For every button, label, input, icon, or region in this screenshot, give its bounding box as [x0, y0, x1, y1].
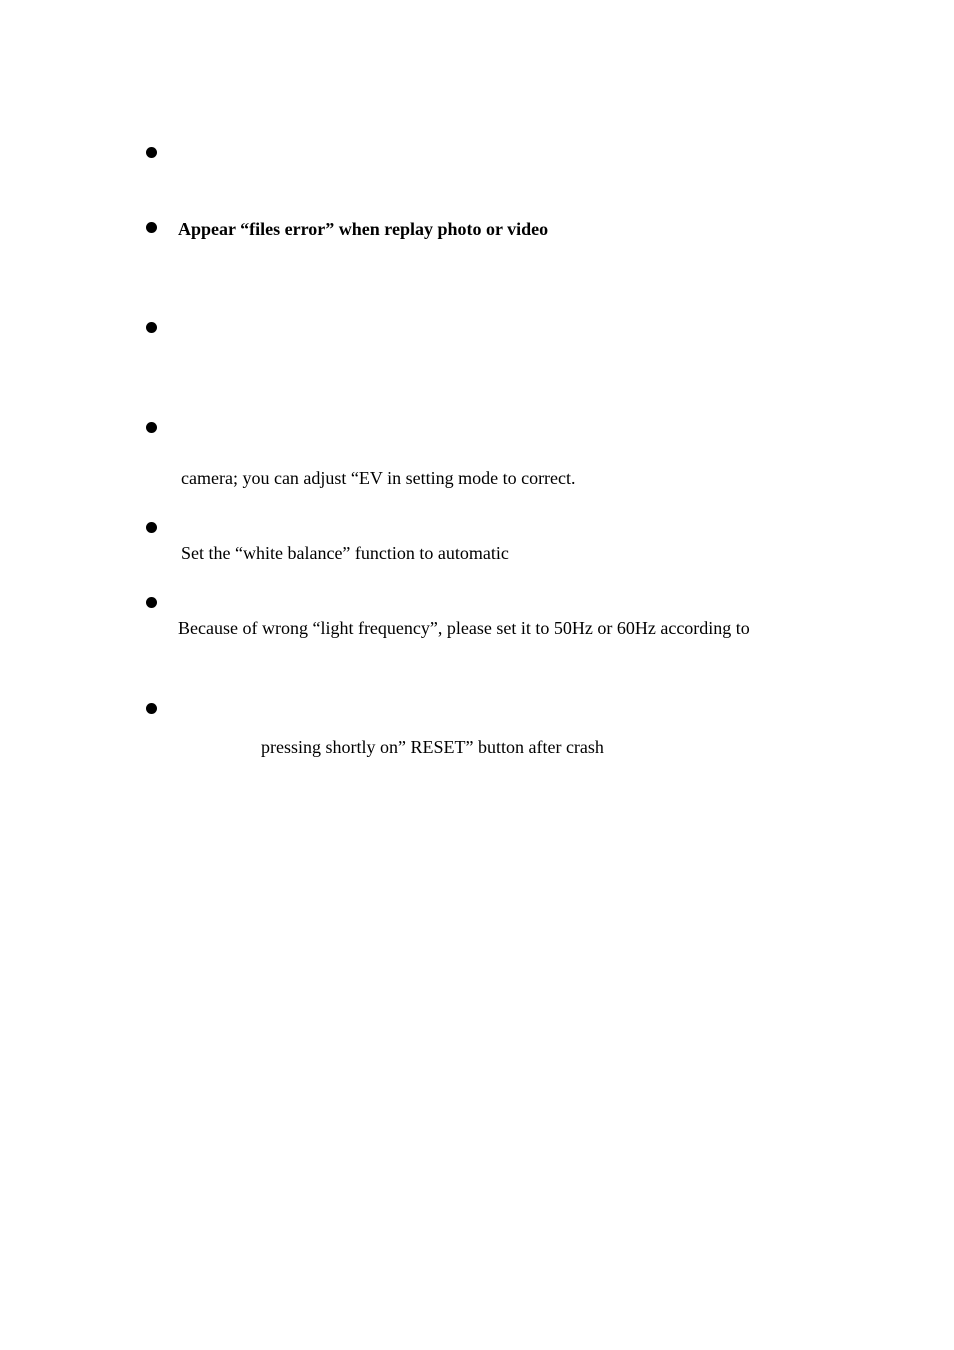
bullet-icon: [146, 422, 157, 433]
bullet-icon: [146, 147, 157, 158]
bullet-icon: [146, 703, 157, 714]
item-body-text: pressing shortly on” RESET” button after crash: [261, 737, 604, 757]
item-body-text: camera; you can adjust “EV in setting mode to correct.: [181, 468, 576, 488]
item-body-text: Set the “white balance” function to automatic: [181, 543, 509, 563]
item-body-text: Because of wrong “light frequency”, please set it to 50Hz or 60Hz according to: [178, 618, 750, 638]
bullet-icon: [146, 522, 157, 533]
bullet-icon: [146, 597, 157, 608]
bullet-icon: [146, 222, 157, 233]
item-heading: Appear “files error” when replay photo or video: [178, 219, 549, 239]
bullet-icon: [146, 322, 157, 333]
